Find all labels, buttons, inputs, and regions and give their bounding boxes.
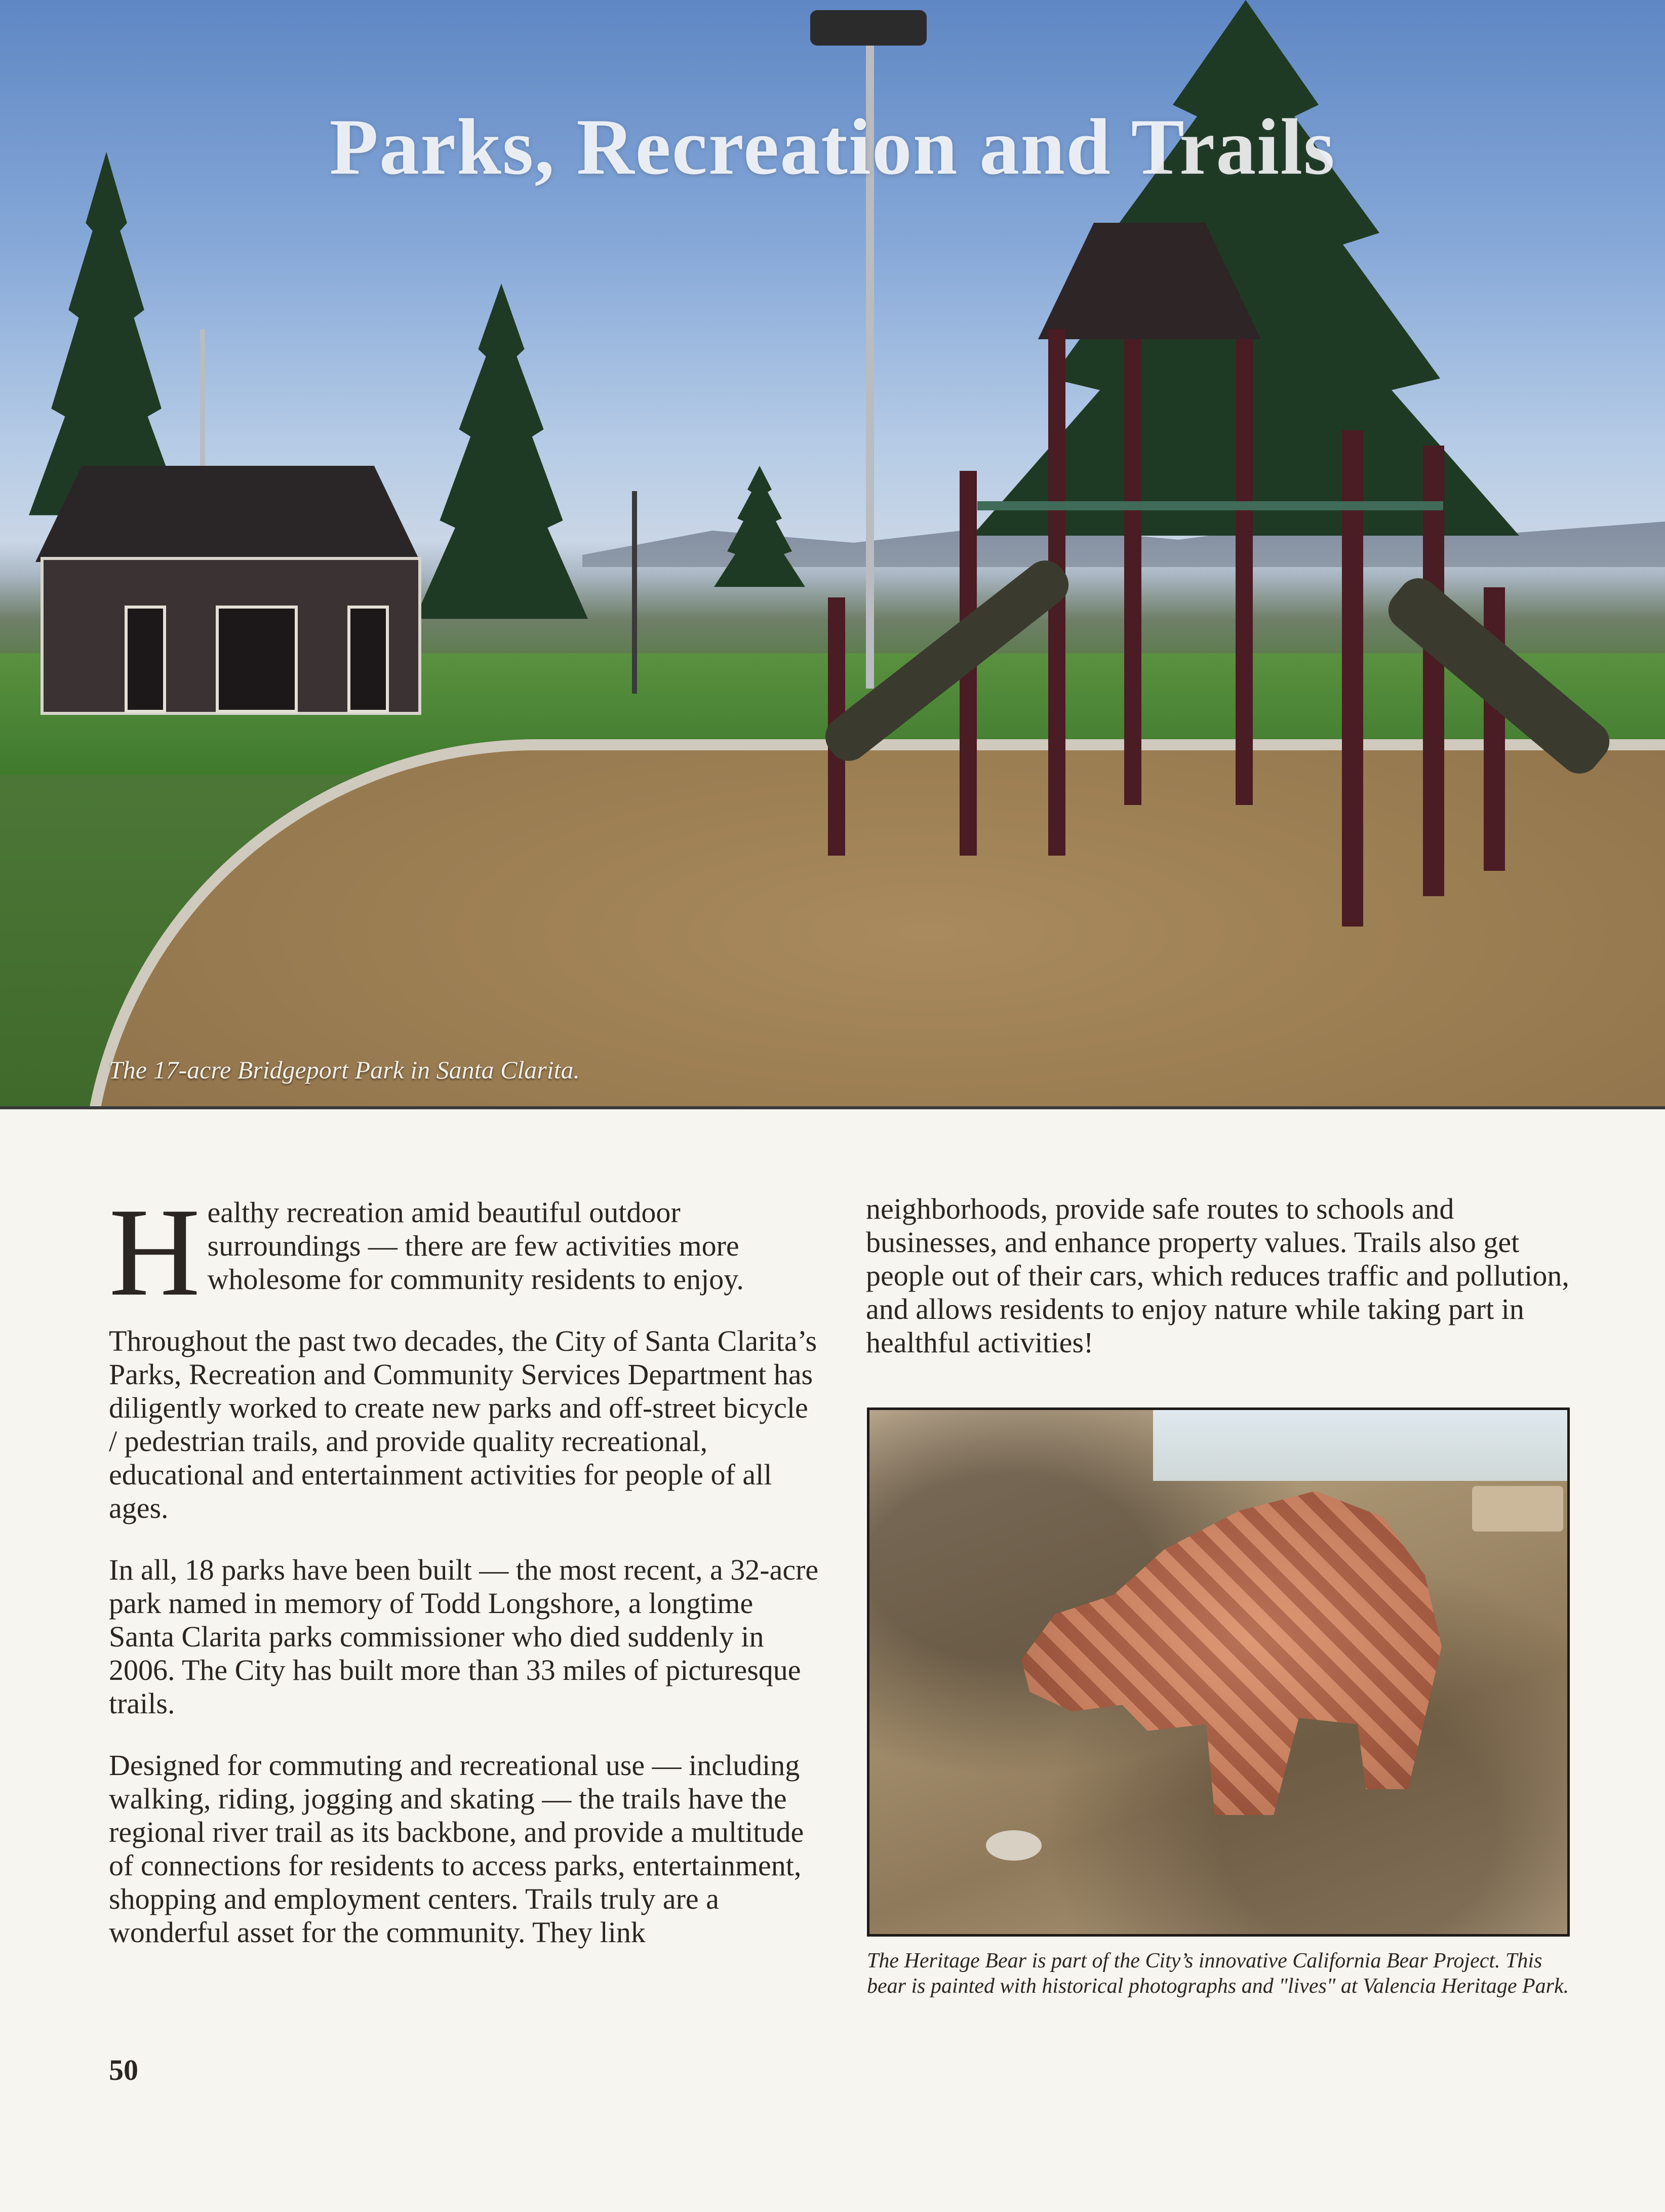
monkey-bars bbox=[977, 501, 1443, 510]
play-post bbox=[1423, 446, 1444, 896]
sky bbox=[1153, 1410, 1568, 1481]
drop-cap: H bbox=[109, 1182, 201, 1322]
restroom-building bbox=[41, 557, 421, 715]
paragraph: In all, 18 parks have been built — the most recent, a 32-acre park named in memory of Todd Longshore, a longtime Santa Clarita parks commissioner who died suddenly in 2006. The City has built more than 33 miles of picturesque trails. bbox=[109, 1553, 819, 1720]
paragraph: Designed for commuting and recreational use — including walking, riding, jogging and skating — the trails have the regional river trail as its backbone, and provide a multitude of connections for residents to access parks, entertainment, shopping and employment centers. Trails truly are a wonderful asset for the community. They link bbox=[109, 1749, 804, 1949]
restroom-roof bbox=[35, 466, 420, 562]
play-post bbox=[1124, 339, 1141, 805]
pine-tree bbox=[709, 466, 810, 597]
article-left-column bbox=[109, 1182, 823, 1978]
door bbox=[125, 606, 166, 713]
article-right-column bbox=[866, 1192, 1575, 1388]
page-title: Parks, Recreation and Trails bbox=[329, 103, 1336, 191]
play-post bbox=[1236, 339, 1253, 805]
intro-paragraph bbox=[109, 1182, 823, 1322]
divider bbox=[0, 1106, 1665, 1109]
hero-photo-caption: The 17-acre Bridgeport Park in Santa Clarita. bbox=[109, 1056, 580, 1084]
pine-tree bbox=[405, 284, 598, 648]
door bbox=[216, 606, 298, 713]
page-number: 50 bbox=[109, 2054, 138, 2086]
rock bbox=[986, 1830, 1042, 1861]
door bbox=[347, 606, 389, 713]
bear-photo-caption: The Heritage Bear is part of the City’s innovative California Bear Project. This bear is painted with historical photographs and "lives" at Valencia Heritage Park. bbox=[867, 1949, 1569, 1998]
bear-sculpture bbox=[1021, 1491, 1442, 1815]
heritage-bear-photo bbox=[867, 1407, 1570, 1937]
bench bbox=[1472, 1486, 1563, 1532]
paragraph: Throughout the past two decades, the City of Santa Clarita’s Parks, Recreation and Community Services Department has diligently worked to create new parks and off-street bicycle / pedestrian trails, and provide quality recreational, educational and entertainment activities for people of all ages. bbox=[109, 1324, 817, 1524]
stadium-lights bbox=[810, 10, 927, 46]
lamp-post bbox=[632, 491, 637, 694]
paragraph: neighborhoods, provide safe routes to schools and businesses, and enhance property values. Trails also get people out of their cars, which reduces traffic and pollution, and allows residents to enjoy nature while taking part in healthful activities! bbox=[866, 1192, 1569, 1359]
intro-text: ealthy recreation amid beautiful outdoor surroundings — there are few activities more wholesome for community residents to enjoy. bbox=[207, 1196, 744, 1296]
